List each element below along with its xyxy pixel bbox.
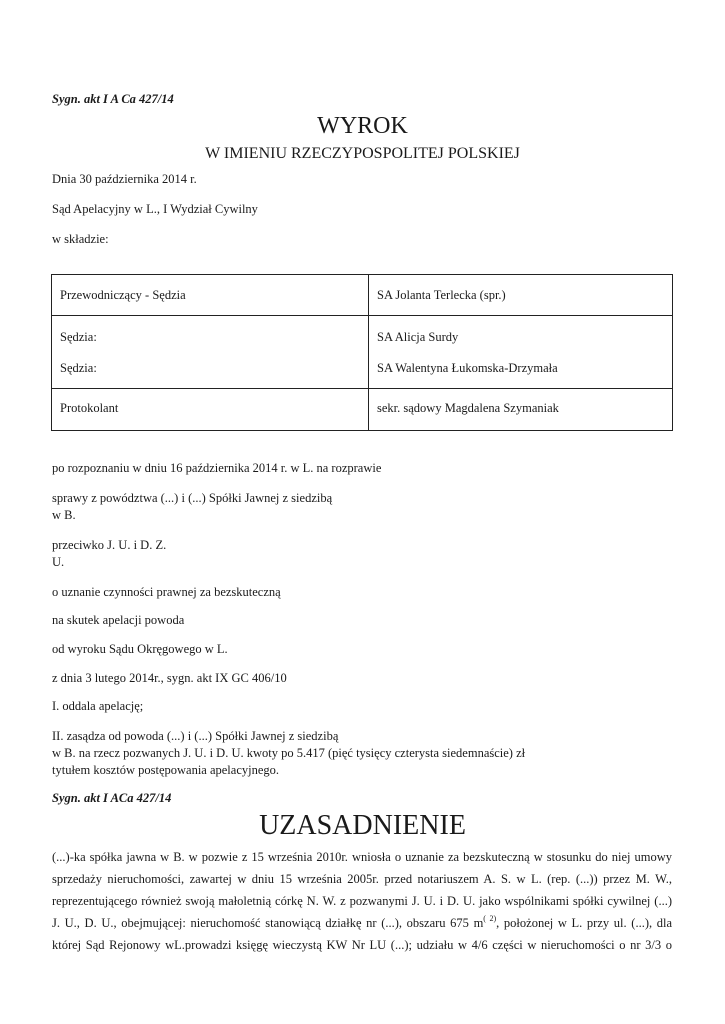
justification-title: UZASADNIENIE (259, 810, 466, 841)
judge-name: SA Alicja Surdy (377, 330, 459, 344)
ruling-item-2: w B. na rzecz pozwanych J. U. i D. U. kwoty po 5.417 (pięć tysięcy czterysta siedemnaście) zł (52, 746, 526, 760)
document-title: WYROK (317, 113, 408, 139)
superscript: ( 2) (483, 914, 497, 923)
case-reference: Sygn. akt I ACa 427/14 (52, 791, 172, 805)
justification-line: (...)-ka spółka jawna w B. w pozwie z 15 września 2010r. wniosła o uznanie za bezskuteczną w stosunku do niej umowy (52, 850, 672, 864)
judge-role: Sędzia: (60, 361, 97, 375)
appeal-line: na skutek apelacji powoda (52, 613, 185, 627)
document-subtitle: W IMIENIU RZECZYPOSPOLITEJ POLSKIEJ (205, 145, 520, 162)
claimant-line: w B. (52, 508, 76, 522)
justification-text: , położonej w L. przy ul. (...), dla (496, 916, 673, 930)
justification-line: sprzedaży nieruchomości, zawartej w dniu 15 września 2005r. przed notariuszem A. S. w L. (rep. (...)) przez M. W., (52, 872, 672, 886)
defendant-line: U. (52, 555, 65, 569)
hearing-line: po rozpoznaniu w dniu 16 października 2014 r. w L. na rozprawie (52, 461, 382, 475)
presiding-role: Przewodniczący - Sędzia (52, 275, 369, 316)
composition-label: w składzie: (52, 232, 109, 246)
composition-table (51, 274, 673, 431)
judge-name: SA Walentyna Łukomska-Drzymała (377, 361, 558, 375)
case-reference: Sygn. akt I A Ca 427/14 (52, 92, 174, 106)
table-row (52, 275, 673, 316)
justification-line: reprezentującego również swoją małoletnią córkę N. W. z pozwanymi J. U. i D. U. jako wspólnikami spółki cywilnej (...) (52, 894, 672, 908)
ruling-item-2: tytułem kosztów postępowania apelacyjnego. (52, 763, 280, 777)
justification-line: której Sąd Rejonowy wL.prowadzi księgę wieczystą KW Nr LU (...); udziału w 4/6 części w nieruchomości o nr 3/3 o (52, 938, 672, 952)
judgment-line: od wyroku Sądu Okręgowego w L. (52, 642, 228, 656)
judgment-date-line: z dnia 3 lutego 2014r., sygn. akt IX GC 406/10 (52, 671, 287, 685)
ruling-item-1: I. oddala apelację; (52, 699, 144, 713)
court-line: Sąd Apelacyjny w L., I Wydział Cywilny (52, 202, 258, 216)
ruling-item-2: II. zasądza od powoda (...) i (...) Spółki Jawnej z siedzibą (52, 729, 339, 743)
judges-role-cell (52, 316, 369, 389)
justification-text: J. U., D. U., obejmującej: nieruchomość stanowiącą działkę nr (...), obszaru 675 m (52, 916, 484, 930)
table-row (52, 316, 673, 389)
justification-line (52, 912, 672, 935)
subject-line: o uznanie czynności prawnej za bezskuteczną (52, 585, 281, 599)
clerk-name: sekr. sądowy Magdalena Szymaniak (369, 389, 673, 431)
table-row (52, 389, 673, 431)
defendant-line: przeciwko J. U. i D. Z. (52, 538, 167, 552)
judge-role: Sędzia: (60, 330, 97, 344)
clerk-role: Protokolant (52, 389, 369, 431)
date-line: Dnia 30 października 2014 r. (52, 172, 197, 186)
claimant-line: sprawy z powództwa (...) i (...) Spółki Jawnej z siedzibą (52, 491, 333, 505)
judges-name-cell (369, 316, 673, 389)
presiding-name: SA Jolanta Terlecka (spr.) (369, 275, 673, 316)
